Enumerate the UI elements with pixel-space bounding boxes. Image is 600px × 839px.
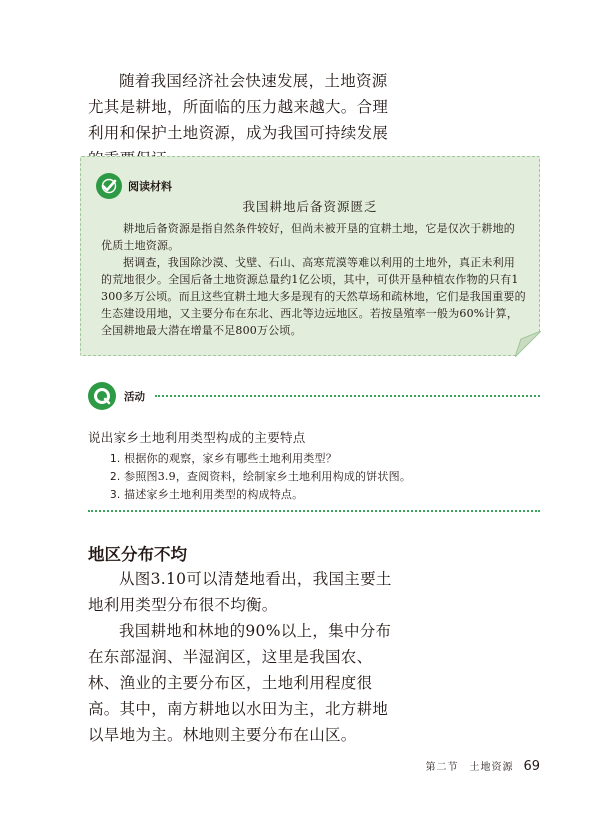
page-footer	[425, 758, 540, 774]
section-paragraph: 从图3.10可以清楚地看出，我国主要土地利用类型分布很不均衡。	[88, 570, 392, 614]
list-item	[110, 486, 411, 504]
item-number: 3.	[110, 489, 121, 501]
activity-bottom-divider	[88, 510, 540, 512]
reading-paragraph: 耕地后备资源是指自然条件较好，但尚未被开垦的宜耕土地，它是仅次于耕地的优质土地资源。	[101, 222, 515, 252]
reading-label: 阅读材料	[128, 180, 172, 193]
reading-header	[96, 173, 172, 199]
target-ring-icon	[88, 382, 116, 410]
list-item	[110, 468, 411, 486]
section-paragraph: 我国耕地和林地的90%以上，集中分布在东部湿润、半湿润区，这里是我国农、林、渔业的主要分布区，土地利用程度很高。其中，南方耕地以水田为主，北方耕地以旱地为主。林地则主要分布在山区。	[88, 622, 392, 744]
activity-list	[110, 450, 411, 504]
item-text: 参照图3.9，查阅资料，绘制家乡土地利用构成的饼状图。	[124, 470, 412, 483]
leaf-check-icon	[96, 173, 122, 199]
activity-divider	[155, 395, 540, 397]
page-number: 69	[523, 759, 540, 774]
section-body	[88, 566, 393, 748]
chapter-label: 第二节 土地资源	[425, 762, 514, 773]
item-text: 描述家乡土地利用类型的构成特点。	[124, 488, 304, 501]
intro-paragraph: 随着我国经济社会快速发展，土地资源尤其是耕地，所面临的压力越来越大。合理利用和保护土地资源，成为我国可持续发展	[88, 72, 389, 142]
item-text: 根据你的观察，家乡有哪些土地利用类型？	[124, 452, 337, 465]
reading-title: 我国耕地后备资源匮乏	[242, 199, 378, 214]
list-item	[110, 450, 411, 468]
item-number: 1.	[110, 453, 121, 465]
page-fold-icon	[515, 331, 541, 357]
reading-paragraph: 据调查，我国除沙漠、戈壁、石山、高寒荒漠等难以利用的土地外，真正未利用的荒地很少。全国后备土地资源总量约1亿公顷，其中，可供开垦种植农作物的只有1 300多万公顷。而且这些宜耕土地大多是现有的天然草场和疏林地，它们是我国重要的生态建设用地，又主要分布在东北、西北等边远地区。若按垦殖率一般为60%计算，全国耕地最大潜在增量不足800万公顷。	[101, 256, 526, 337]
activity-label: 活动	[124, 390, 145, 403]
reading-material-box	[80, 156, 540, 356]
item-number: 2.	[110, 471, 121, 483]
activity-header	[88, 382, 540, 410]
activity-subtitle: 说出家乡土地利用类型构成的主要特点	[88, 430, 306, 445]
section-title: 地区分布不均	[88, 545, 187, 564]
reading-body	[101, 220, 526, 339]
